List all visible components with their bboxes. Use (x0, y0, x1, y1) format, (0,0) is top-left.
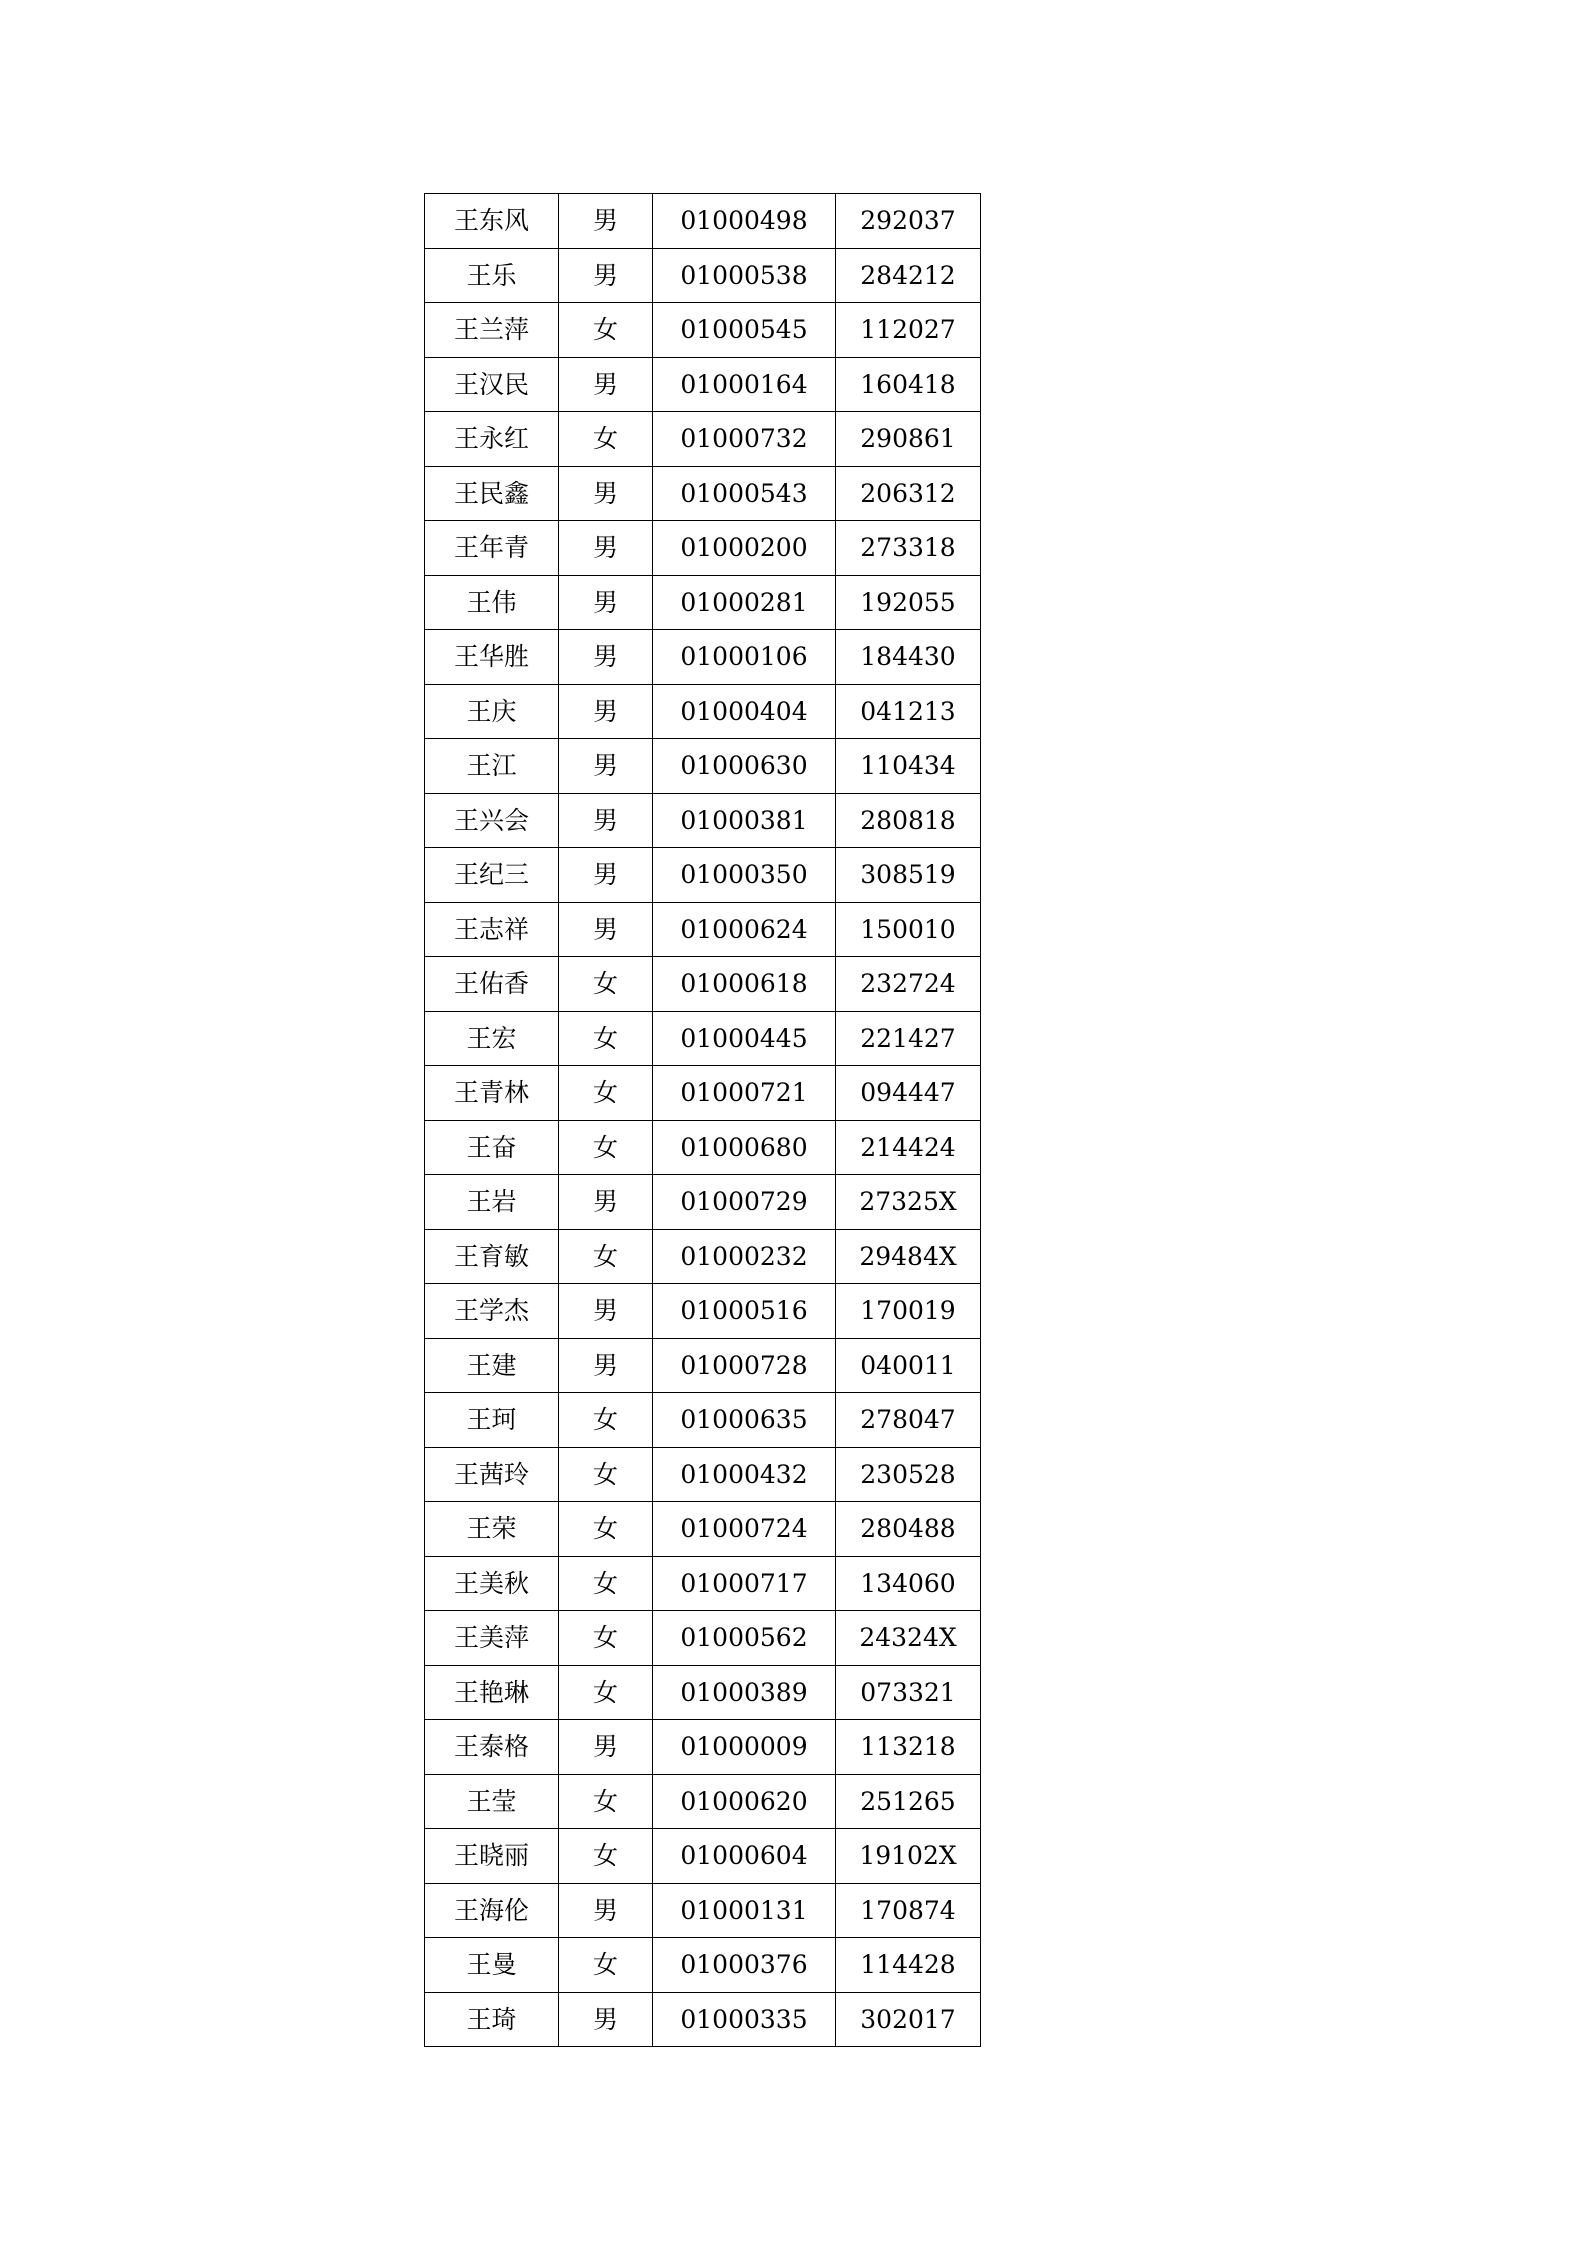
table-row (425, 1556, 981, 1611)
name-cell: 王泰格 (425, 1720, 559, 1775)
table-row (425, 739, 981, 794)
code-cell: 134060 (836, 1556, 981, 1611)
table-row (425, 902, 981, 957)
code-cell: 114428 (836, 1938, 981, 1993)
table-row (425, 1229, 981, 1284)
number-cell: 01000729 (653, 1175, 836, 1230)
table-row (425, 1774, 981, 1829)
table-row (425, 412, 981, 467)
name-cell: 王海伦 (425, 1883, 559, 1938)
name-cell: 王艳琳 (425, 1665, 559, 1720)
table-row (425, 1447, 981, 1502)
table-row (425, 1393, 981, 1448)
number-cell: 01000618 (653, 957, 836, 1012)
table-row (425, 957, 981, 1012)
name-cell: 王东风 (425, 194, 559, 249)
gender-cell: 男 (559, 630, 653, 685)
table-row (425, 848, 981, 903)
gender-cell: 男 (559, 684, 653, 739)
code-cell: 041213 (836, 684, 981, 739)
gender-cell: 女 (559, 1393, 653, 1448)
code-cell: 290861 (836, 412, 981, 467)
number-cell: 01000106 (653, 630, 836, 685)
gender-cell: 男 (559, 575, 653, 630)
name-cell: 王年青 (425, 521, 559, 576)
number-cell: 01000545 (653, 303, 836, 358)
number-cell: 01000381 (653, 793, 836, 848)
name-cell: 王美萍 (425, 1611, 559, 1666)
number-cell: 01000281 (653, 575, 836, 630)
name-cell: 王琦 (425, 1992, 559, 2047)
number-cell: 01000498 (653, 194, 836, 249)
gender-cell: 男 (559, 466, 653, 521)
gender-cell: 男 (559, 357, 653, 412)
gender-cell: 女 (559, 957, 653, 1012)
number-cell: 01000335 (653, 1992, 836, 2047)
gender-cell: 女 (559, 303, 653, 358)
number-cell: 01000624 (653, 902, 836, 957)
number-cell: 01000131 (653, 1883, 836, 1938)
number-cell: 01000543 (653, 466, 836, 521)
table-row (425, 684, 981, 739)
gender-cell: 男 (559, 1720, 653, 1775)
number-cell: 01000562 (653, 1611, 836, 1666)
gender-cell: 女 (559, 1611, 653, 1666)
code-cell: 251265 (836, 1774, 981, 1829)
gender-cell: 男 (559, 739, 653, 794)
table-row (425, 1720, 981, 1775)
name-cell: 王奋 (425, 1120, 559, 1175)
name-cell: 王莹 (425, 1774, 559, 1829)
roster-table-body (425, 194, 981, 2047)
number-cell: 01000200 (653, 521, 836, 576)
table-row (425, 630, 981, 685)
name-cell: 王庆 (425, 684, 559, 739)
number-cell: 01000680 (653, 1120, 836, 1175)
gender-cell: 女 (559, 412, 653, 467)
gender-cell: 女 (559, 1938, 653, 1993)
code-cell: 040011 (836, 1338, 981, 1393)
gender-cell: 女 (559, 1229, 653, 1284)
name-cell: 王江 (425, 739, 559, 794)
name-cell: 王珂 (425, 1393, 559, 1448)
name-cell: 王志祥 (425, 902, 559, 957)
code-cell: 230528 (836, 1447, 981, 1502)
number-cell: 01000232 (653, 1229, 836, 1284)
table-row (425, 357, 981, 412)
gender-cell: 男 (559, 1992, 653, 2047)
gender-cell: 女 (559, 1120, 653, 1175)
name-cell: 王伟 (425, 575, 559, 630)
number-cell: 01000164 (653, 357, 836, 412)
gender-cell: 男 (559, 521, 653, 576)
gender-cell: 男 (559, 194, 653, 249)
code-cell: 170019 (836, 1284, 981, 1339)
name-cell: 王建 (425, 1338, 559, 1393)
code-cell: 214424 (836, 1120, 981, 1175)
table-row (425, 303, 981, 358)
gender-cell: 男 (559, 848, 653, 903)
number-cell: 01000721 (653, 1066, 836, 1121)
number-cell: 01000728 (653, 1338, 836, 1393)
name-cell: 王兴会 (425, 793, 559, 848)
name-cell: 王佑香 (425, 957, 559, 1012)
name-cell: 王美秋 (425, 1556, 559, 1611)
number-cell: 01000538 (653, 248, 836, 303)
name-cell: 王华胜 (425, 630, 559, 685)
name-cell: 王岩 (425, 1175, 559, 1230)
name-cell: 王汉民 (425, 357, 559, 412)
table-row (425, 1611, 981, 1666)
number-cell: 01000350 (653, 848, 836, 903)
gender-cell: 男 (559, 1883, 653, 1938)
number-cell: 01000404 (653, 684, 836, 739)
number-cell: 01000620 (653, 1774, 836, 1829)
name-cell: 王曼 (425, 1938, 559, 1993)
code-cell: 278047 (836, 1393, 981, 1448)
number-cell: 01000732 (653, 412, 836, 467)
table-row (425, 1938, 981, 1993)
code-cell: 112027 (836, 303, 981, 358)
name-cell: 王民鑫 (425, 466, 559, 521)
gender-cell: 男 (559, 1284, 653, 1339)
table-row (425, 248, 981, 303)
table-row (425, 466, 981, 521)
table-row (425, 1992, 981, 2047)
code-cell: 184430 (836, 630, 981, 685)
code-cell: 308519 (836, 848, 981, 903)
table-row (425, 793, 981, 848)
roster-table (424, 193, 981, 2047)
name-cell: 王宏 (425, 1011, 559, 1066)
code-cell: 110434 (836, 739, 981, 794)
code-cell: 113218 (836, 1720, 981, 1775)
code-cell: 170874 (836, 1883, 981, 1938)
code-cell: 280818 (836, 793, 981, 848)
gender-cell: 男 (559, 902, 653, 957)
table-row (425, 1502, 981, 1557)
number-cell: 01000635 (653, 1393, 836, 1448)
number-cell: 01000376 (653, 1938, 836, 1993)
number-cell: 01000009 (653, 1720, 836, 1775)
gender-cell: 女 (559, 1774, 653, 1829)
table-row (425, 1284, 981, 1339)
code-cell: 206312 (836, 466, 981, 521)
table-row (425, 194, 981, 249)
gender-cell: 女 (559, 1829, 653, 1884)
name-cell: 王乐 (425, 248, 559, 303)
gender-cell: 女 (559, 1447, 653, 1502)
number-cell: 01000604 (653, 1829, 836, 1884)
number-cell: 01000724 (653, 1502, 836, 1557)
name-cell: 王永红 (425, 412, 559, 467)
code-cell: 073321 (836, 1665, 981, 1720)
name-cell: 王茜玲 (425, 1447, 559, 1502)
number-cell: 01000516 (653, 1284, 836, 1339)
name-cell: 王纪三 (425, 848, 559, 903)
gender-cell: 男 (559, 793, 653, 848)
gender-cell: 女 (559, 1011, 653, 1066)
number-cell: 01000717 (653, 1556, 836, 1611)
gender-cell: 男 (559, 1175, 653, 1230)
code-cell: 29484X (836, 1229, 981, 1284)
code-cell: 292037 (836, 194, 981, 249)
name-cell: 王晓丽 (425, 1829, 559, 1884)
code-cell: 094447 (836, 1066, 981, 1121)
table-row (425, 1120, 981, 1175)
number-cell: 01000389 (653, 1665, 836, 1720)
code-cell: 302017 (836, 1992, 981, 2047)
code-cell: 150010 (836, 902, 981, 957)
name-cell: 王育敏 (425, 1229, 559, 1284)
code-cell: 273318 (836, 521, 981, 576)
gender-cell: 男 (559, 1338, 653, 1393)
code-cell: 280488 (836, 1502, 981, 1557)
name-cell: 王兰萍 (425, 303, 559, 358)
gender-cell: 女 (559, 1665, 653, 1720)
table-row (425, 1883, 981, 1938)
number-cell: 01000432 (653, 1447, 836, 1502)
table-row (425, 1011, 981, 1066)
name-cell: 王荣 (425, 1502, 559, 1557)
code-cell: 232724 (836, 957, 981, 1012)
table-row (425, 1829, 981, 1884)
number-cell: 01000445 (653, 1011, 836, 1066)
code-cell: 27325X (836, 1175, 981, 1230)
name-cell: 王青林 (425, 1066, 559, 1121)
number-cell: 01000630 (653, 739, 836, 794)
table-row (425, 575, 981, 630)
code-cell: 221427 (836, 1011, 981, 1066)
code-cell: 19102X (836, 1829, 981, 1884)
gender-cell: 女 (559, 1502, 653, 1557)
table-row (425, 1175, 981, 1230)
gender-cell: 男 (559, 248, 653, 303)
table-row (425, 1338, 981, 1393)
table-row (425, 521, 981, 576)
code-cell: 284212 (836, 248, 981, 303)
code-cell: 24324X (836, 1611, 981, 1666)
gender-cell: 女 (559, 1556, 653, 1611)
code-cell: 160418 (836, 357, 981, 412)
name-cell: 王学杰 (425, 1284, 559, 1339)
code-cell: 192055 (836, 575, 981, 630)
table-row (425, 1066, 981, 1121)
table-row (425, 1665, 981, 1720)
gender-cell: 女 (559, 1066, 653, 1121)
